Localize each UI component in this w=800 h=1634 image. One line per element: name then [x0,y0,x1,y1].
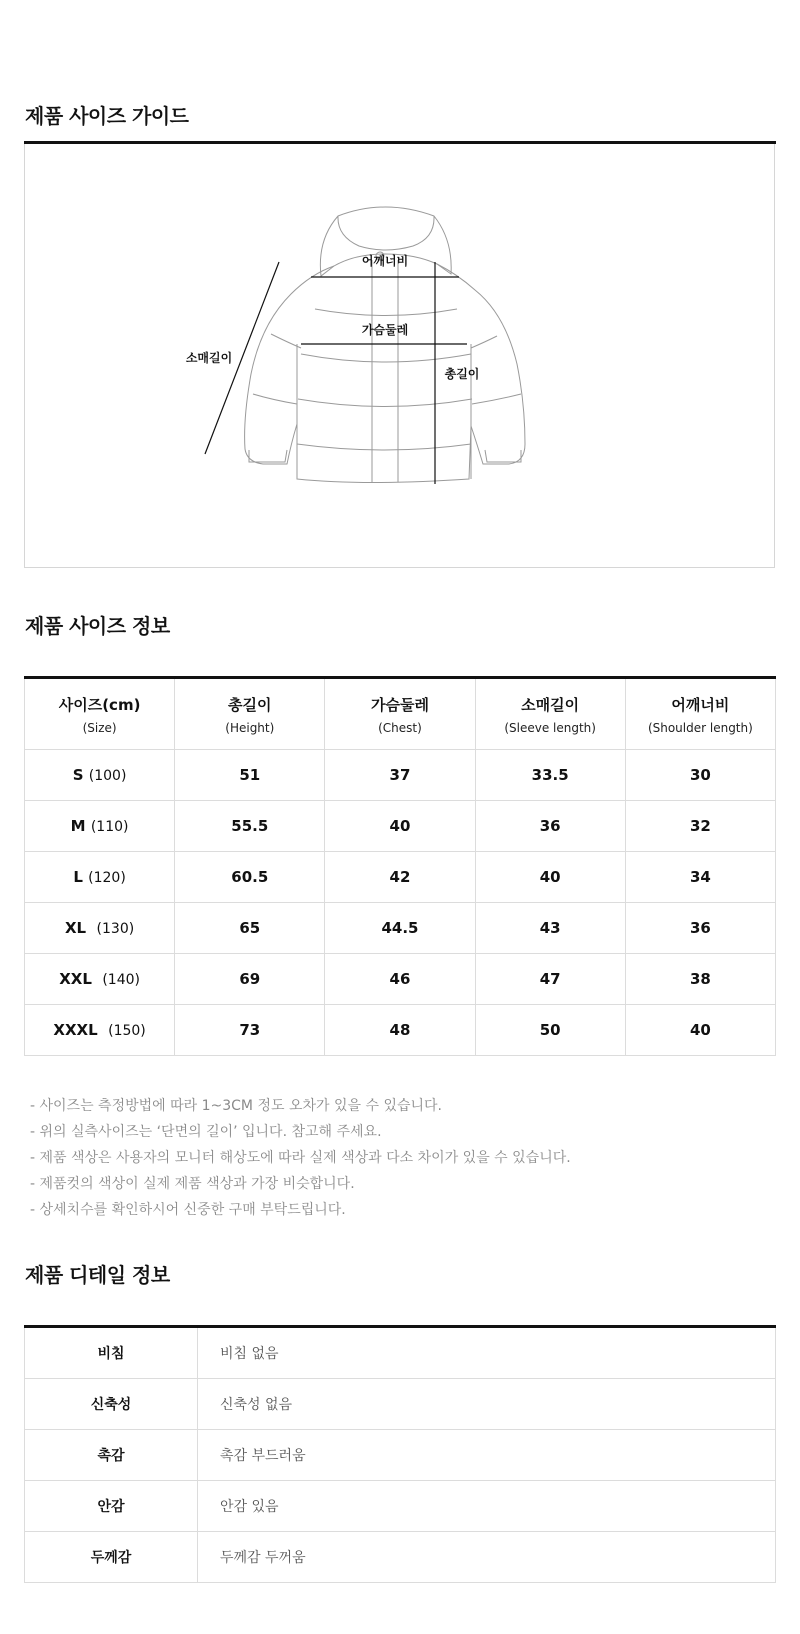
table-row [25,1005,776,1056]
jacket-diagram [25,144,776,568]
jacket-outline [245,207,525,483]
chest-cell: 48 [325,1005,475,1056]
size-cell: S (100) [25,750,175,801]
height-cell: 69 [175,954,325,1005]
length-label: 총길이 [444,367,480,381]
detail-label: 비침 [25,1328,198,1379]
sleeve-cell: 47 [475,954,625,1005]
column-header-size: 사이즈(cm) (Size) [25,679,175,750]
shoulder-label: 어깨너비 [361,254,409,268]
size-cell: XL (130) [25,903,175,954]
height-cell: 60.5 [175,852,325,903]
detail-row [25,1481,776,1532]
shoulder-cell: 36 [625,903,775,954]
note-item: - 사이즈는 측정방법에 따라 1~3CM 정도 오차가 있을 수 있습니다. [30,1098,443,1114]
detail-value: 안감 있음 [198,1481,776,1532]
column-header-height: 총길이 (Height) [175,679,325,750]
table-row [25,750,776,801]
detail-table [24,1328,776,1583]
chest-cell: 40 [325,801,475,852]
table-row [25,852,776,903]
shoulder-cell: 32 [625,801,775,852]
sleeve-label: 소매길이 [185,351,233,365]
shoulder-cell: 30 [625,750,775,801]
shoulder-cell: 38 [625,954,775,1005]
detail-row [25,1379,776,1430]
detail-row [25,1430,776,1481]
detail-value: 비침 없음 [198,1328,776,1379]
sleeve-cell: 50 [475,1005,625,1056]
shoulder-cell: 40 [625,1005,775,1056]
table-row [25,903,776,954]
size-cell: L (120) [25,852,175,903]
height-cell: 65 [175,903,325,954]
chest-label: 가슴둘레 [361,323,409,337]
sleeve-cell: 36 [475,801,625,852]
chest-cell: 37 [325,750,475,801]
size-notes [30,1093,571,1223]
column-header-chest: 가슴둘레 (Chest) [325,679,475,750]
detail-label: 안감 [25,1481,198,1532]
detail-value: 신축성 없음 [198,1379,776,1430]
size-table-header [25,679,776,750]
size-cell: XXXL (150) [25,1005,175,1056]
height-cell: 73 [175,1005,325,1056]
detail-label: 신축성 [25,1379,198,1430]
size-info-title: 제품 사이즈 정보 [25,614,170,638]
detail-info-title: 제품 디테일 정보 [25,1263,170,1287]
note-item: - 제품 색상은 사용자의 모니터 해상도에 따라 실제 색상과 다소 차이가 있을 수 있습니다. [30,1150,571,1166]
sleeve-cell: 43 [475,903,625,954]
sleeve-cell: 33.5 [475,750,625,801]
note-item: - 제품컷의 색상이 실제 제품 색상과 가장 비슷합니다. [30,1176,355,1192]
column-header-shoulder: 어깨너비 (Shoulder length) [625,679,775,750]
size-guide-title: 제품 사이즈 가이드 [25,104,189,128]
table-row [25,954,776,1005]
detail-value: 두께감 두꺼움 [198,1532,776,1583]
chest-cell: 46 [325,954,475,1005]
size-cell: M (110) [25,801,175,852]
size-table [24,679,776,1056]
size-cell: XXL (140) [25,954,175,1005]
note-item: - 상세치수를 확인하시어 신중한 구매 부탁드립니다. [30,1202,346,1218]
detail-value: 촉감 부드러움 [198,1430,776,1481]
sleeve-cell: 40 [475,852,625,903]
detail-row [25,1532,776,1583]
height-cell: 51 [175,750,325,801]
chest-cell: 42 [325,852,475,903]
shoulder-cell: 34 [625,852,775,903]
size-guide-diagram-box [24,144,775,568]
note-item: - 위의 실측사이즈는 ‘단면의 길이’ 입니다. 참고해 주세요. [30,1124,382,1140]
detail-row [25,1328,776,1379]
detail-label: 두께감 [25,1532,198,1583]
detail-label: 촉감 [25,1430,198,1481]
chest-cell: 44.5 [325,903,475,954]
table-row [25,801,776,852]
measure-lines [205,262,467,484]
column-header-sleeve: 소매길이 (Sleeve length) [475,679,625,750]
height-cell: 55.5 [175,801,325,852]
